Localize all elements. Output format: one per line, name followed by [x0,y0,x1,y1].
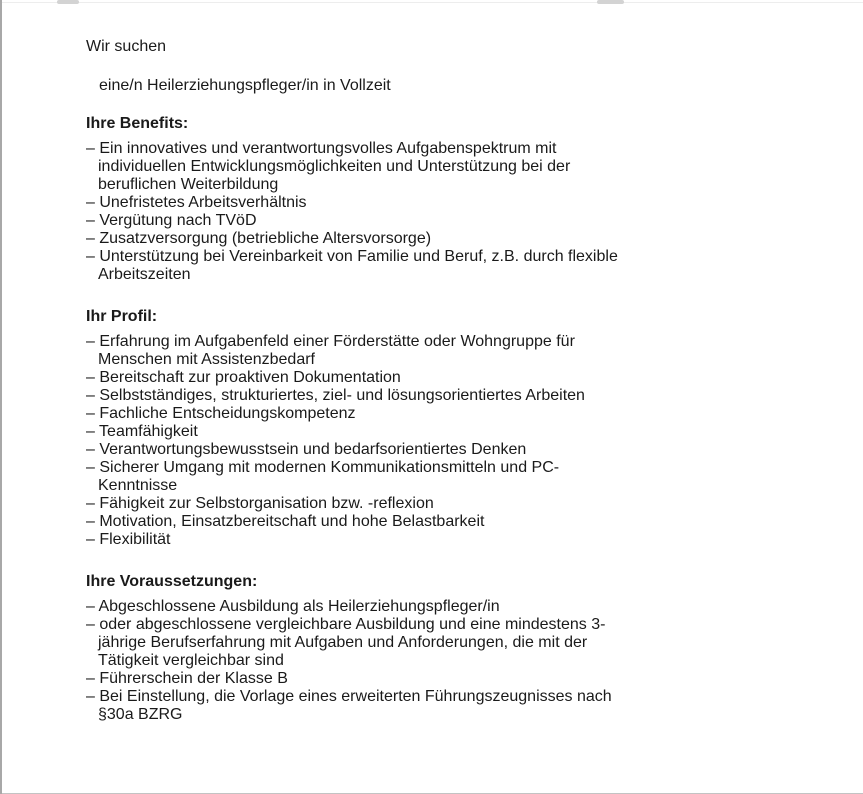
left-border-line [0,0,2,794]
list-item: – Unefristetes Arbeitsverhältnis [86,194,307,211]
list-item: – Sicherer Umgang mit modernen Kommunikationsmitteln und PC-Kenntnisse [86,459,560,494]
list-item: – Verantwortungsbewusstsein und bedarfsorientiertes Denken [86,441,527,458]
list-item: – Vergütung nach TVöD [86,212,257,229]
job-title: eine/n Heilerziehungspfleger/in in Vollzeit [99,77,391,94]
list-item: – Teamfähigkeit [86,423,198,440]
section-list [86,140,618,284]
list-item: – Fähigkeit zur Selbstorganisation bzw. -reflexion [86,495,434,512]
section-list [86,598,618,724]
list-item: – Selbstständiges, strukturiertes, ziel- und lösungsorientiertes Arbeiten [86,387,585,404]
list-item: – Bei Einstellung, die Vorlage eines erweiterten Führungszeugnisses nach §30a BZRG [86,688,612,723]
list-item: – Abgeschlossene Ausbildung als Heilerziehungspfleger/in [86,598,500,615]
section-heading: Ihr Profil: [86,308,158,325]
list-item: – Unterstützung bei Vereinbarkeit von Familie und Beruf, z.B. durch flexible Arbeitszeiten [86,248,618,283]
list-item: – Zusatzversorgung (betriebliche Altersvorsorge) [86,230,432,247]
list-item: – Fachliche Entscheidungskompetenz [86,405,356,422]
sections-container [86,115,618,724]
section-0 [86,115,618,284]
list-item: – Motivation, Einsatzbereitschaft und hohe Belastbarkeit [86,513,485,530]
document-content [86,38,618,724]
section-heading: Ihre Voraussetzungen: [86,573,258,590]
section-heading: Ihre Benefits: [86,115,189,132]
intro-text: Wir suchen [86,38,167,55]
list-item: – Ein innovatives und verantwortungsvolles Aufgabenspektrum mit individuellen Entwicklungsmöglichkeiten und Unterstützung bei der beruflichen Weiterbildung [86,140,571,193]
top-border-line [2,2,863,3]
list-item: – Erfahrung im Aufgabenfeld einer Förderstätte oder Wohngruppe für Menschen mit Assistenzbedarf [86,333,575,368]
list-item: – Führerschein der Klasse B [86,670,288,687]
section-list [86,333,618,549]
top-clipped-ui-fragment-right [597,0,624,4]
section-2 [86,573,618,724]
top-clipped-ui-fragment-left [57,0,79,4]
list-item: – Flexibilität [86,531,171,548]
list-item: – Bereitschaft zur proaktiven Dokumentation [86,369,401,386]
list-item: – oder abgeschlossene vergleichbare Ausbildung und eine mindestens 3-jährige Berufserfahrung mit Aufgaben und Anforderungen, die mit der Tätigkeit vergleichbar sind [86,616,606,669]
section-1 [86,308,618,549]
